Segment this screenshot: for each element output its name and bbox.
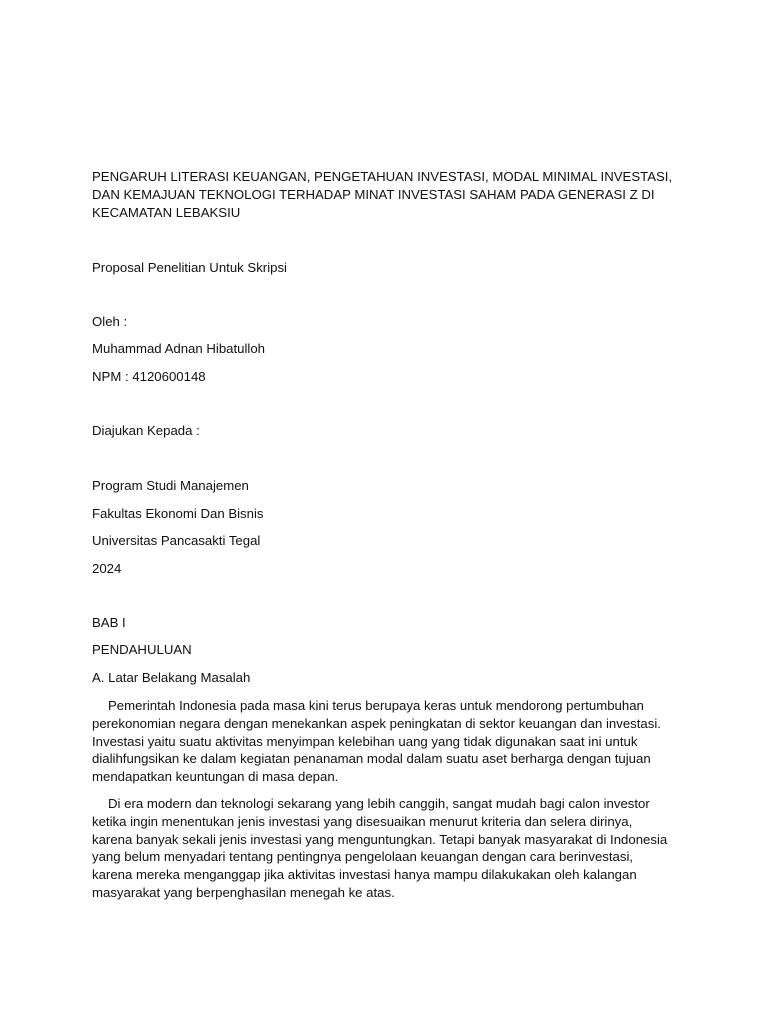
author-name: Muhammad Adnan Hibatulloh (92, 341, 266, 356)
faculty-name: Fakultas Ekonomi Dan Bisnis (92, 506, 264, 521)
university-name: Universitas Pancasakti Tegal (92, 533, 261, 548)
chapter-number: BAB I (92, 615, 126, 630)
body-paragraph-2: Di era modern dan teknologi sekarang yang lebih canggih, sangat mudah bagi calon investor ketika ingin menentukan jenis investasi yang disesuaikan menurut kriteria dan selera dirinya, karena banyak sekali jenis investasi yang menguntungkan. Tetapi banyak masyarakat di Indonesia yang belum menyadari tentang pentingnya pengelolaan keuangan dengan cara berinvestasi, karena mereka menganggap jika aktivitas investasi hanya mampu dilakukakan oleh kalangan masyarakat yang berpenghasilan menegah ke atas. (92, 795, 668, 900)
body-paragraph-1: Pemerintah Indonesia pada masa kini terus berupaya keras untuk mendorong pertumbuhan perekonomian negara dengan menekankan aspek peningkatan di sektor keuangan dan investasi. Investasi yaitu suatu aktivitas menyimpan kelebihan uang yang tidak digunakan saat ini untuk dialihfungsikan ke dalam kegiatan penanaman modal dalam suatu aset berharga dengan tujuan mendapatkan keuntungan di masa depan. (92, 698, 661, 785)
document-title: PENGARUH LITERASI KEUANGAN, PENGETAHUAN INVESTASI, MODAL MINIMAL INVESTASI, DAN KEMAJUAN TEKNOLOGI TERHADAP MINAT INVESTASI SAHAM PADA GENERASI Z DI KECAMATAN LEBAKSIU (92, 169, 673, 220)
by-label: Oleh : (92, 314, 128, 329)
student-number: NPM : 4120600148 (92, 369, 206, 384)
submitted-to-label: Diajukan Kepada : (92, 423, 200, 438)
document-year: 2024 (92, 561, 122, 576)
document-subtitle: Proposal Penelitian Untuk Skripsi (92, 260, 287, 275)
document-page (92, 168, 676, 902)
chapter-title: PENDAHULUAN (92, 642, 192, 657)
section-heading: A. Latar Belakang Masalah (92, 670, 251, 685)
study-program: Program Studi Manajemen (92, 478, 249, 493)
